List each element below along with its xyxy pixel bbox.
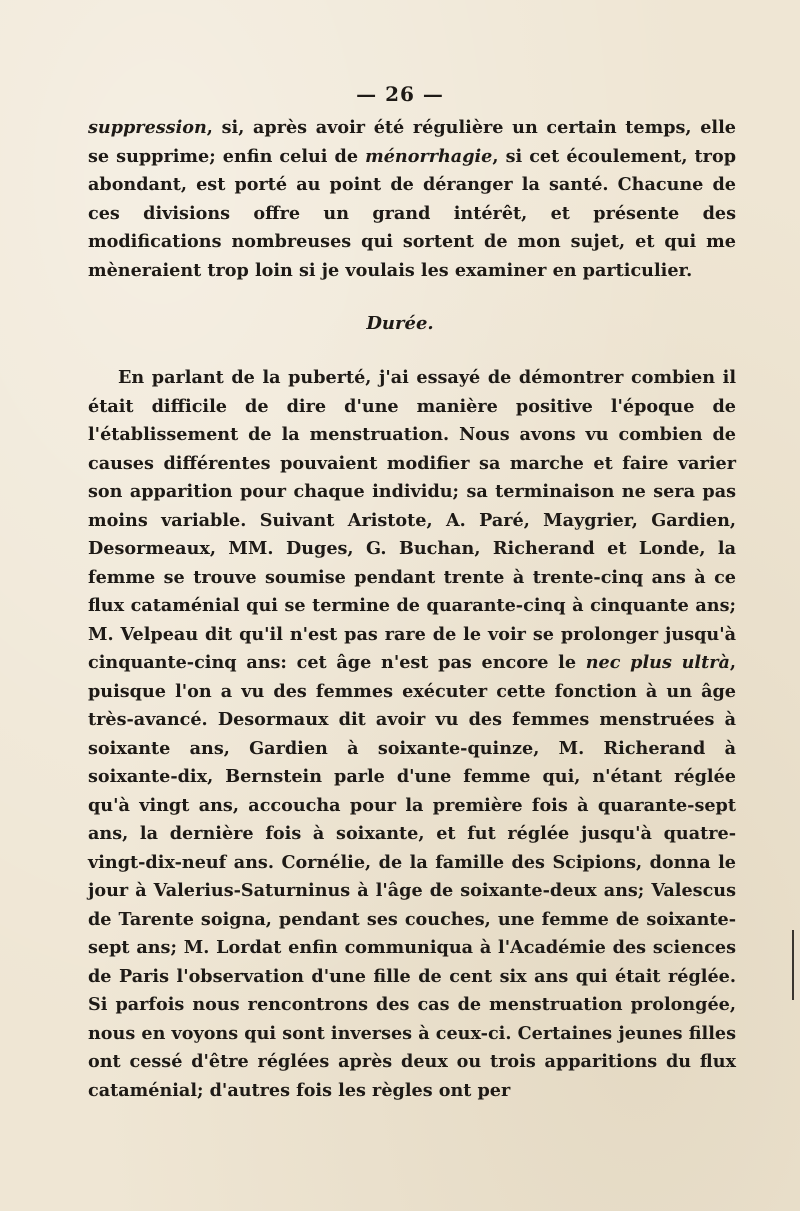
- page-number: — 26 —: [356, 82, 444, 106]
- paragraph-1-text-a: , si, après avoir été régulière un certain temps, elle se supprime; enfin celui de: [88, 117, 736, 167]
- paragraph-2-text-a: En parlant de la puberté, j'ai essayé de démontrer combien il était difficile de dire d'une manière positive l'époque de l'établissement de la menstruation. Nous avons vu combien de causes différentes pouvaient modifier sa marche et faire varier son apparition pour chaque individu; sa terminaison ne sera pas moins variable. Suivant Aristote, A. Paré, Maygrier, Gardien, Desormeaux, MM. Duges, G. Buchan, Richerand et Londe, la femme se trouve soumise pendant trente à trente-cinq ans à ce flux cataménial qui se termine de quarante-cinq à cinquante ans; M. Velpeau dit qu'il n'est pas rare de le voir se prolonger jusqu'à cinquante-cinq ans: cet âge n'est pas encore le: [88, 367, 736, 673]
- term-suppression: suppression: [88, 117, 207, 138]
- latin-phrase: nec plus ultrà: [585, 652, 730, 673]
- section-title: Durée.: [366, 313, 434, 334]
- term-menorrhagie: ménorrhagie: [365, 145, 493, 167]
- page-edge-mark: [792, 930, 794, 1000]
- paragraph-2-text-b: , puisque l'on a vu des femmes exécuter cette fonction à un âge très-avancé. Desormaux dit avoir vu des femmes menstruées à soixante ans, Gardien à soixante-quinze, M. Richerand à soixante-dix, Bernstein parle d'une femme qui, n'étant réglée qu'à vingt ans, accoucha pour la première fois à quarante-sept ans, la dernière fois à soixante, et fut réglée jusqu'à quatre-vingt-dix-neuf ans. Cornélie, de la famille des Scipions, donna le jour à Valerius-Saturninus à l'âge de soixante-deux ans; Valescus de Tarente soigna, pendant ses couches, une femme de soixante-sept ans; M. Lordat enfin communiqua à l'Académie des sciences de Paris l'observation d'une fille de cent six ans qui était réglée. Si parfois nous rencontrons des cas de menstruation prolongée, nous en voyons qui sont inverses à ceux-ci. Certaines jeunes filles ont cessé d'être réglées après deux ou trois apparitions du flux cataménial; d'autres fois les règles ont per: [88, 652, 737, 1101]
- paragraph-1-text-b: , si cet écoulement, trop abondant, est porté au point de déranger la santé. Chacune de ces divisions offre un grand intérêt, et présente des modifications nombreuses qui sortent de mon sujet, et qui me mèneraient trop loin si je voulais les examiner en particulier.: [88, 145, 736, 281]
- paragraph-2: [88, 364, 736, 1105]
- paragraph-1: [88, 114, 736, 285]
